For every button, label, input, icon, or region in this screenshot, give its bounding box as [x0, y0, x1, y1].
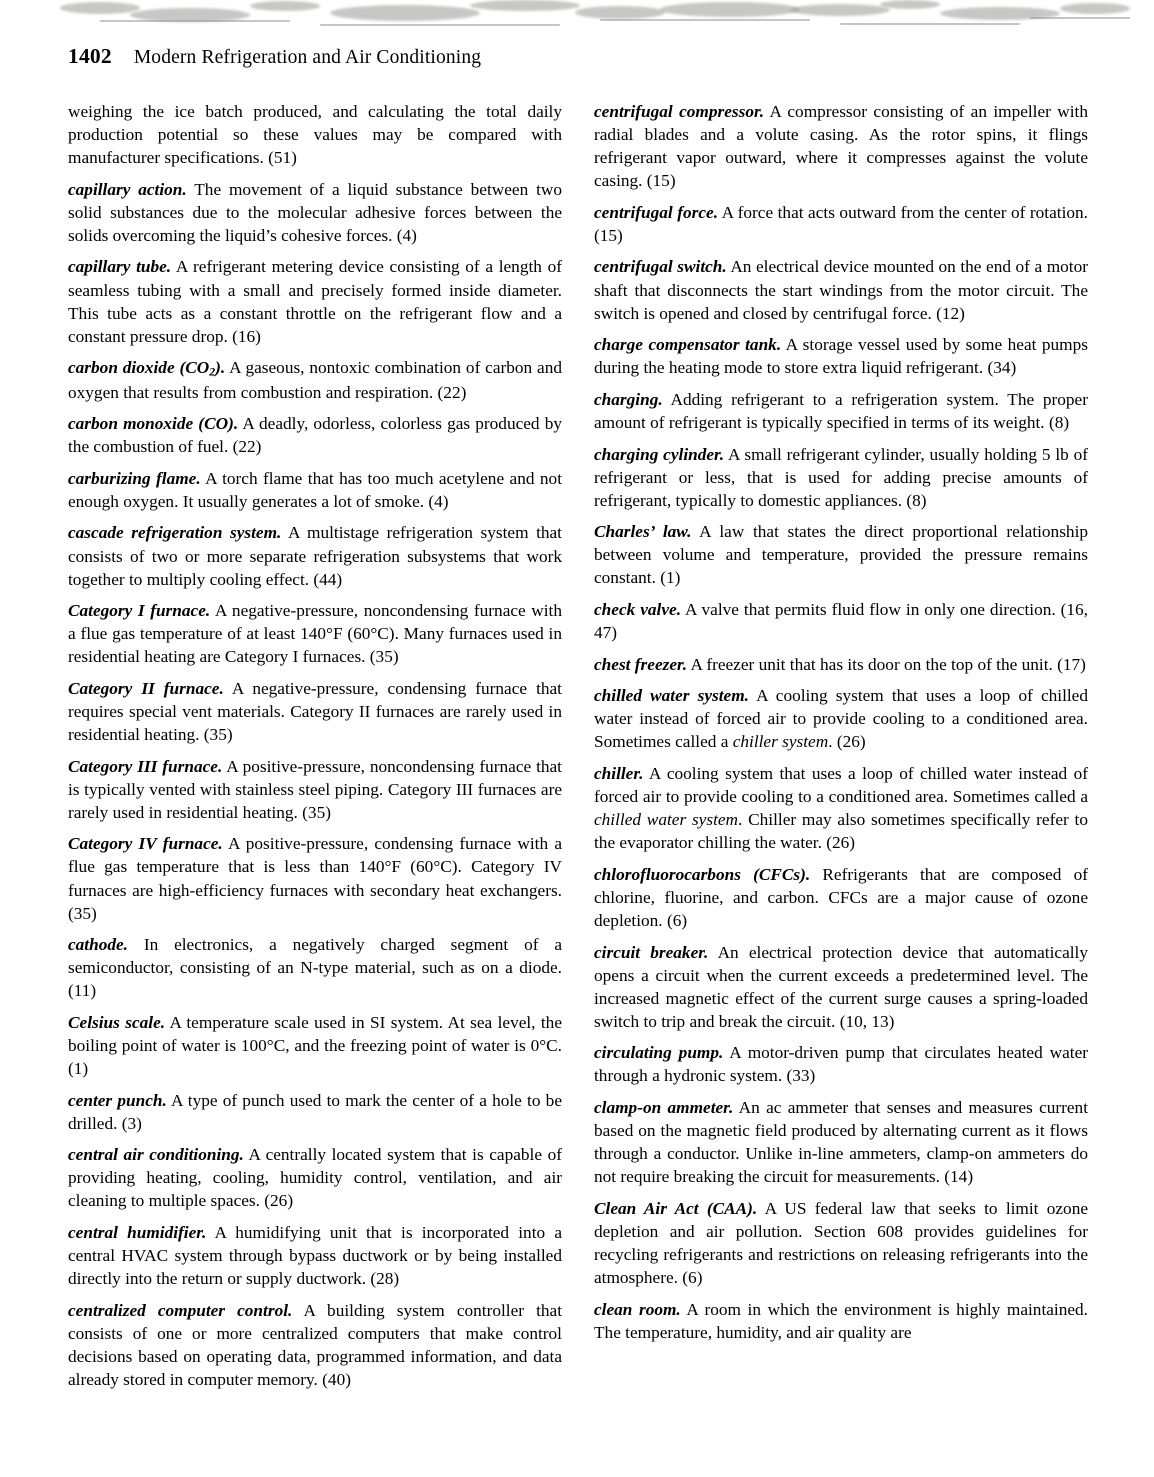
- glossary-entry: centrifugal switch. An electrical device mounted on the end of a motor shaft that disconnects the start windings from the motor circuit. The switch is opened and closed by centrifugal force. (12): [594, 257, 1088, 323]
- glossary-entry: circuit breaker. An electrical protection device that automatically opens a circuit when the current exceeds a predetermined level. The increased magnetic effect of the current surge causes a spring-loaded switch to trip and break the circuit. (10, 13): [594, 942, 1088, 1031]
- glossary-columns: [68, 100, 1088, 1420]
- glossary-entry: Category IV furnace. A positive-pressure, condensing furnace with a flue gas temperature that is less than 140°F (60°C). Category IV furnaces are high-efficiency furnaces with secondary heat exchangers. (35): [68, 834, 562, 923]
- glossary-entry: chilled water system. A cooling system that uses a loop of chilled water instead of forced air to provide cooling to a conditioned area. Sometimes called a chiller system. (26): [594, 686, 1088, 752]
- glossary-entry: centrifugal force. A force that acts outward from the center of rotation. (15): [594, 202, 1088, 245]
- glossary-entry: charging cylinder. A small refrigerant cylinder, usually holding 5 lb of refrigerant or less, that is used for adding precise amounts of refrigerant, typically to domestic appliances. (8): [594, 444, 1088, 510]
- glossary-entry: cascade refrigeration system. A multistage refrigeration system that consists of two or more separate refrigeration subsystems that work together to multiply cooling effect. (44): [68, 523, 562, 589]
- glossary-entry: Category I furnace. A negative-pressure, noncondensing furnace with a flue gas temperature of at least 140°F (60°C). Many furnaces used in residential heating are Category I furnaces. (35): [68, 601, 562, 667]
- glossary-entry: chlorofluorocarbons (CFCs). Refrigerants that are composed of chlorine, fluorine, and carbon. CFCs are a major cause of ozone depletion. (6): [594, 864, 1088, 930]
- page-number: 1402: [68, 44, 112, 68]
- glossary-entry: Charles’ law. A law that states the direct proportional relationship between volume and temperature, provided the pressure remains constant. (1): [594, 522, 1089, 588]
- glossary-entry: Clean Air Act (CAA). A US federal law that seeks to limit ozone depletion and air pollution. Section 608 provides guidelines for recycling refrigerants and restrictions on releasing refrigerants into the atmosphere. (6): [594, 1198, 1089, 1288]
- glossary-entry: capillary tube. A refrigerant metering device consisting of a length of seamless tubing with a small and precisely formed inside diameter. This tube acts as a constant throttle on the refrigerant flow and a constant pressure drop. (16): [68, 257, 562, 346]
- glossary-entry: chest freezer. A freezer unit that has its door on the top of the unit. (17): [594, 654, 1086, 674]
- glossary-entry: center punch. A type of punch used to mark the center of a hole to be drilled. (3): [68, 1090, 562, 1133]
- glossary-entry: carbon dioxide $(CO_2)$. A gaseous, nontoxic combination of carbon and oxygen that results from combustion and respiration. (22): [68, 358, 562, 402]
- glossary-entry: clamp-on ammeter. An ac ammeter that senses and measures current based on the magnetic field produced by alternating current as it flows through a conductor. Unlike in-line ammeters, clamp-on ammeters do not require breaking the circuit for measurements. (14): [594, 1097, 1088, 1187]
- glossary-entry: carbon monoxide (CO). A deadly, odorless, colorless gas produced by the combustion of fuel. (22): [68, 414, 562, 457]
- column-right: [594, 100, 1088, 1420]
- glossary-entry: charge compensator tank. A storage vessel used by some heat pumps during the heating mode to store extra liquid refrigerant. (34): [594, 335, 1088, 378]
- glossary-entry: centrifugal compressor. A compressor consisting of an impeller with radial blades and a volute casing. As the rotor spins, it flings refrigerant vapor outward, where it compresses against the volute casing. (15): [594, 102, 1088, 191]
- glossary-entry: capillary action. The movement of a liquid substance between two solid substances due to the molecular adhesive forces between the solids overcoming the liquid’s cohesive forces. (4): [68, 179, 562, 245]
- glossary-entry: central humidifier. A humidifying unit that is incorporated into a central HVAC system through bypass ductwork or by being installed directly into the return or supply ductwork. (28): [68, 1223, 562, 1289]
- glossary-entry: chiller. A cooling system that uses a loop of chilled water instead of forced air to provide cooling to a conditioned area. Sometimes called a chilled water system. Chiller may also sometimes specifically refer to the evaporator chilling the water. (26): [594, 763, 1089, 853]
- glossary-entry: carburizing flame. A torch flame that has too much acetylene and not enough oxygen. It usually generates a lot of smoke. (4): [68, 468, 562, 511]
- glossary-entry: check valve. A valve that permits fluid flow in only one direction. (16, 47): [594, 599, 1089, 643]
- glossary-entry: Category II furnace. A negative-pressure, condensing furnace that requires special vent materials. Category II furnaces are rarely used in residential heating. (35): [68, 678, 562, 745]
- glossary-entry: central air conditioning. A centrally located system that is capable of providing heating, cooling, humidity control, ventilation, and air cleaning to multiple spaces. (26): [68, 1145, 562, 1211]
- glossary-entry: cathode. In electronics, a negatively charged segment of a semiconductor, consisting of an N-type material, such as on a diode. (11): [68, 935, 562, 1001]
- page-header: [68, 44, 481, 69]
- glossary-entry: charging. Adding refrigerant to a refrigeration system. The proper amount of refrigerant is typically specified in terms of its weight. (8): [594, 389, 1088, 432]
- book-title: Modern Refrigeration and Air Conditioning: [133, 47, 482, 68]
- column-left: [68, 100, 562, 1420]
- glossary-entry: Category III furnace. A positive-pressure, noncondensing furnace that is typically vented with stainless steel piping. Category III furnaces are rarely used in residential heating. (35): [68, 756, 562, 822]
- glossary-entry: clean room. A room in which the environment is highly maintained. The temperature, humidity, and air quality are: [594, 1299, 1088, 1342]
- scan-artifact-banner: [0, 0, 1154, 34]
- glossary-entry: Celsius scale. A temperature scale used in SI system. At sea level, the boiling point of water is 100°C, and the freezing point of water is 0°C. (1): [68, 1012, 562, 1079]
- glossary-entry: circulating pump. A motor-driven pump that circulates heated water through a hydronic system. (33): [594, 1043, 1089, 1086]
- glossary-entry: centralized computer control. A building system controller that consists of one or more centralized computers that make control decisions based on operating data, programmed information, and data already stored in computer memory. (40): [68, 1300, 562, 1390]
- continued-paragraph: weighing the ice batch produced, and calculating the total daily production potential so these values may be compared with manufacturer specifications. (51): [68, 102, 562, 168]
